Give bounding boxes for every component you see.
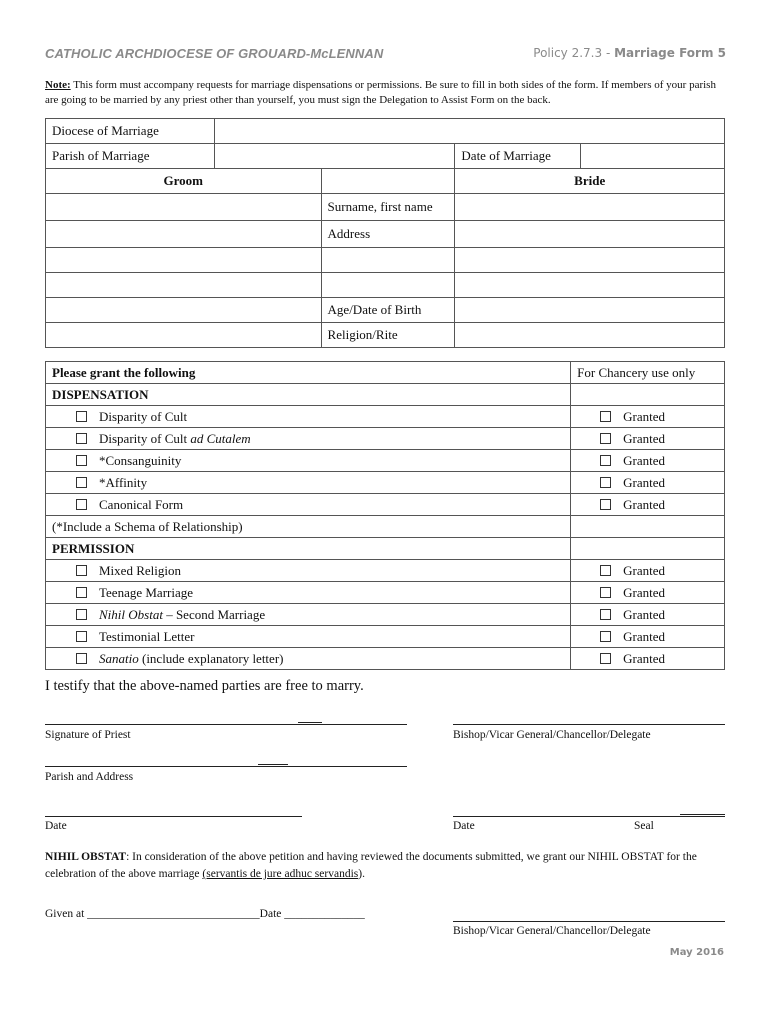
bride-field[interactable] — [455, 248, 725, 273]
request-row — [46, 560, 725, 582]
signature-line-mark — [298, 722, 322, 723]
request-item — [46, 582, 571, 604]
chancery-empty — [571, 538, 725, 560]
groom-field[interactable] — [46, 221, 322, 248]
marriage-details-table — [45, 118, 725, 348]
groom-field[interactable] — [46, 323, 322, 348]
request-row — [46, 582, 725, 604]
granted-cell — [571, 560, 725, 582]
row-label: Surname, first name — [321, 194, 455, 221]
granted-label: Granted — [623, 474, 666, 490]
form-name: Marriage Form 5 — [614, 46, 726, 60]
diocese-label: Diocese of Marriage — [46, 119, 215, 144]
dispensation-title: DISPENSATION — [46, 384, 571, 406]
granted-checkbox[interactable] — [600, 653, 611, 664]
request-item-italic: Sanatio — [99, 650, 139, 666]
given-at-line[interactable] — [45, 908, 365, 920]
request-item — [46, 472, 571, 494]
granted-label: Granted — [623, 628, 666, 644]
granted-checkbox[interactable] — [600, 499, 611, 510]
granted-label: Granted — [623, 452, 666, 468]
request-item-label: Canonical Form — [99, 496, 184, 512]
bride-field[interactable] — [455, 273, 725, 298]
seal-label: Seal — [634, 820, 654, 832]
bride-field[interactable] — [455, 323, 725, 348]
request-item — [46, 428, 571, 450]
parish-field[interactable] — [214, 144, 455, 169]
request-checkbox[interactable] — [76, 565, 87, 576]
request-item — [46, 560, 571, 582]
request-checkbox[interactable] — [76, 609, 87, 620]
chancery-header: For Chancery use only — [571, 362, 725, 384]
nihil-title: NIHIL OBSTAT — [45, 851, 127, 863]
request-checkbox[interactable] — [76, 411, 87, 422]
granted-checkbox[interactable] — [600, 411, 611, 422]
date-left-label: Date — [45, 820, 67, 832]
granted-label: Granted — [623, 408, 666, 424]
header-spacer — [321, 169, 455, 194]
nihil-end: ). — [358, 868, 365, 880]
nihil-obstat-statement — [45, 849, 725, 883]
row-label: Address — [321, 221, 455, 248]
request-checkbox[interactable] — [76, 433, 87, 444]
request-item-label: Mixed Religion — [99, 562, 181, 578]
parish-address-label: Parish and Address — [45, 771, 134, 783]
footer-date: May 2016 — [669, 947, 724, 958]
diocese-field[interactable] — [214, 119, 724, 144]
request-item — [46, 604, 571, 626]
granted-cell — [571, 472, 725, 494]
nihil-latin: (servantis de jure adhuc servandis — [202, 868, 359, 880]
policy-header — [533, 46, 726, 60]
schema-note: (*Include a Schema of Relationship) — [46, 516, 571, 538]
archdiocese-header: CATHOLIC ARCHDIOCESE OF GROUARD-McLENNAN — [45, 46, 384, 61]
request-item-label: Disparity of Cult — [99, 408, 188, 424]
granted-cell — [571, 428, 725, 450]
chancery-empty — [571, 516, 725, 538]
row-label — [321, 248, 455, 273]
request-row — [46, 472, 725, 494]
granted-label: Granted — [623, 606, 666, 622]
request-checkbox[interactable] — [76, 653, 87, 664]
request-item-label: Disparity of Cult — [99, 430, 191, 446]
bride-field[interactable] — [455, 221, 725, 248]
request-item-label: Testimonial Letter — [99, 628, 195, 644]
policy-number: Policy 2.7.3 - — [533, 46, 615, 60]
granted-label: Granted — [623, 496, 666, 512]
request-checkbox[interactable] — [76, 499, 87, 510]
granted-checkbox[interactable] — [600, 433, 611, 444]
granted-checkbox[interactable] — [600, 609, 611, 620]
request-checkbox[interactable] — [76, 587, 87, 598]
priest-signature-label: Signature of Priest — [45, 729, 131, 741]
granted-cell — [571, 450, 725, 472]
bishop2-signature-line[interactable] — [453, 921, 725, 922]
request-item-label: Teenage Marriage — [99, 584, 194, 600]
row-label — [321, 273, 455, 298]
parish-label: Parish of Marriage — [46, 144, 215, 169]
groom-field[interactable] — [46, 248, 322, 273]
granted-checkbox[interactable] — [600, 631, 611, 642]
bishop-signature-line[interactable] — [453, 724, 725, 725]
parish-line-mark — [258, 764, 288, 765]
request-table — [45, 361, 725, 670]
bishop-signature-label: Bishop/Vicar General/Chancellor/Delegate — [453, 729, 651, 741]
instruction-note — [45, 78, 730, 108]
request-item — [46, 648, 571, 670]
date-left-line[interactable] — [45, 816, 302, 817]
request-item-italic: ad Cutalem — [190, 430, 251, 446]
granted-cell — [571, 604, 725, 626]
request-item-label: *Consanguinity — [99, 452, 182, 468]
priest-signature-line[interactable] — [45, 724, 407, 725]
granted-checkbox[interactable] — [600, 587, 611, 598]
date-of-marriage-label: Date of Marriage — [455, 144, 581, 169]
request-item-suffix: (include explanatory letter) — [138, 650, 284, 666]
request-row — [46, 648, 725, 670]
request-row — [46, 406, 725, 428]
chancery-empty — [571, 384, 725, 406]
bride-header: Bride — [455, 169, 725, 194]
granted-cell — [571, 582, 725, 604]
parish-address-line[interactable] — [45, 766, 407, 767]
given-at-label: Given at ______________________________ — [45, 908, 260, 920]
groom-field[interactable] — [46, 273, 322, 298]
granted-cell — [571, 648, 725, 670]
groom-field[interactable] — [46, 298, 322, 323]
permission-title: PERMISSION — [46, 538, 571, 560]
bride-field[interactable] — [455, 298, 725, 323]
granted-checkbox[interactable] — [600, 477, 611, 488]
date-right-label: Date — [453, 820, 475, 832]
request-row — [46, 428, 725, 450]
request-checkbox[interactable] — [76, 455, 87, 466]
granted-label: Granted — [623, 650, 666, 666]
granted-checkbox[interactable] — [600, 565, 611, 576]
testify-statement: I testify that the above-named parties are free to marry. — [45, 678, 364, 694]
bishop2-signature-label: Bishop/Vicar General/Chancellor/Delegate — [453, 925, 651, 937]
groom-field[interactable] — [46, 194, 322, 221]
granted-cell — [571, 494, 725, 516]
bride-field[interactable] — [455, 194, 725, 221]
note-label: Note: — [45, 79, 71, 91]
given-date-label: Date ______________ — [259, 908, 365, 920]
date-right-line[interactable] — [453, 816, 725, 817]
groom-header: Groom — [46, 169, 322, 194]
granted-label: Granted — [623, 562, 666, 578]
granted-checkbox[interactable] — [600, 455, 611, 466]
request-item-suffix: – Second Marriage — [162, 606, 266, 622]
date-of-marriage-field[interactable] — [581, 144, 725, 169]
request-checkbox[interactable] — [76, 631, 87, 642]
granted-cell — [571, 626, 725, 648]
request-row — [46, 626, 725, 648]
request-item — [46, 450, 571, 472]
seal-line-mark — [680, 814, 725, 815]
request-row — [46, 450, 725, 472]
row-label: Religion/Rite — [321, 323, 455, 348]
granted-cell — [571, 406, 725, 428]
request-header: Please grant the following — [46, 362, 571, 384]
request-item — [46, 494, 571, 516]
note-text: This form must accompany requests for marriage dispensations or permissions. Be sure to fill in both sides of the form. If members of your parish are going to be married by any priest other than yourself, you must sign the Delegation to Assist Form on the back. — [45, 79, 716, 106]
request-item — [46, 626, 571, 648]
request-item-label: *Affinity — [99, 474, 148, 490]
request-item — [46, 406, 571, 428]
row-label: Age/Date of Birth — [321, 298, 455, 323]
request-item-italic: Nihil Obstat — [99, 606, 163, 622]
request-row — [46, 494, 725, 516]
request-row — [46, 604, 725, 626]
granted-label: Granted — [623, 584, 666, 600]
nihil-text: : In consideration of the above petition and having reviewed the documents submitted, we grant our NIHIL OBSTAT for the celebration of the above marriage — [45, 851, 697, 880]
request-checkbox[interactable] — [76, 477, 87, 488]
granted-label: Granted — [623, 430, 666, 446]
